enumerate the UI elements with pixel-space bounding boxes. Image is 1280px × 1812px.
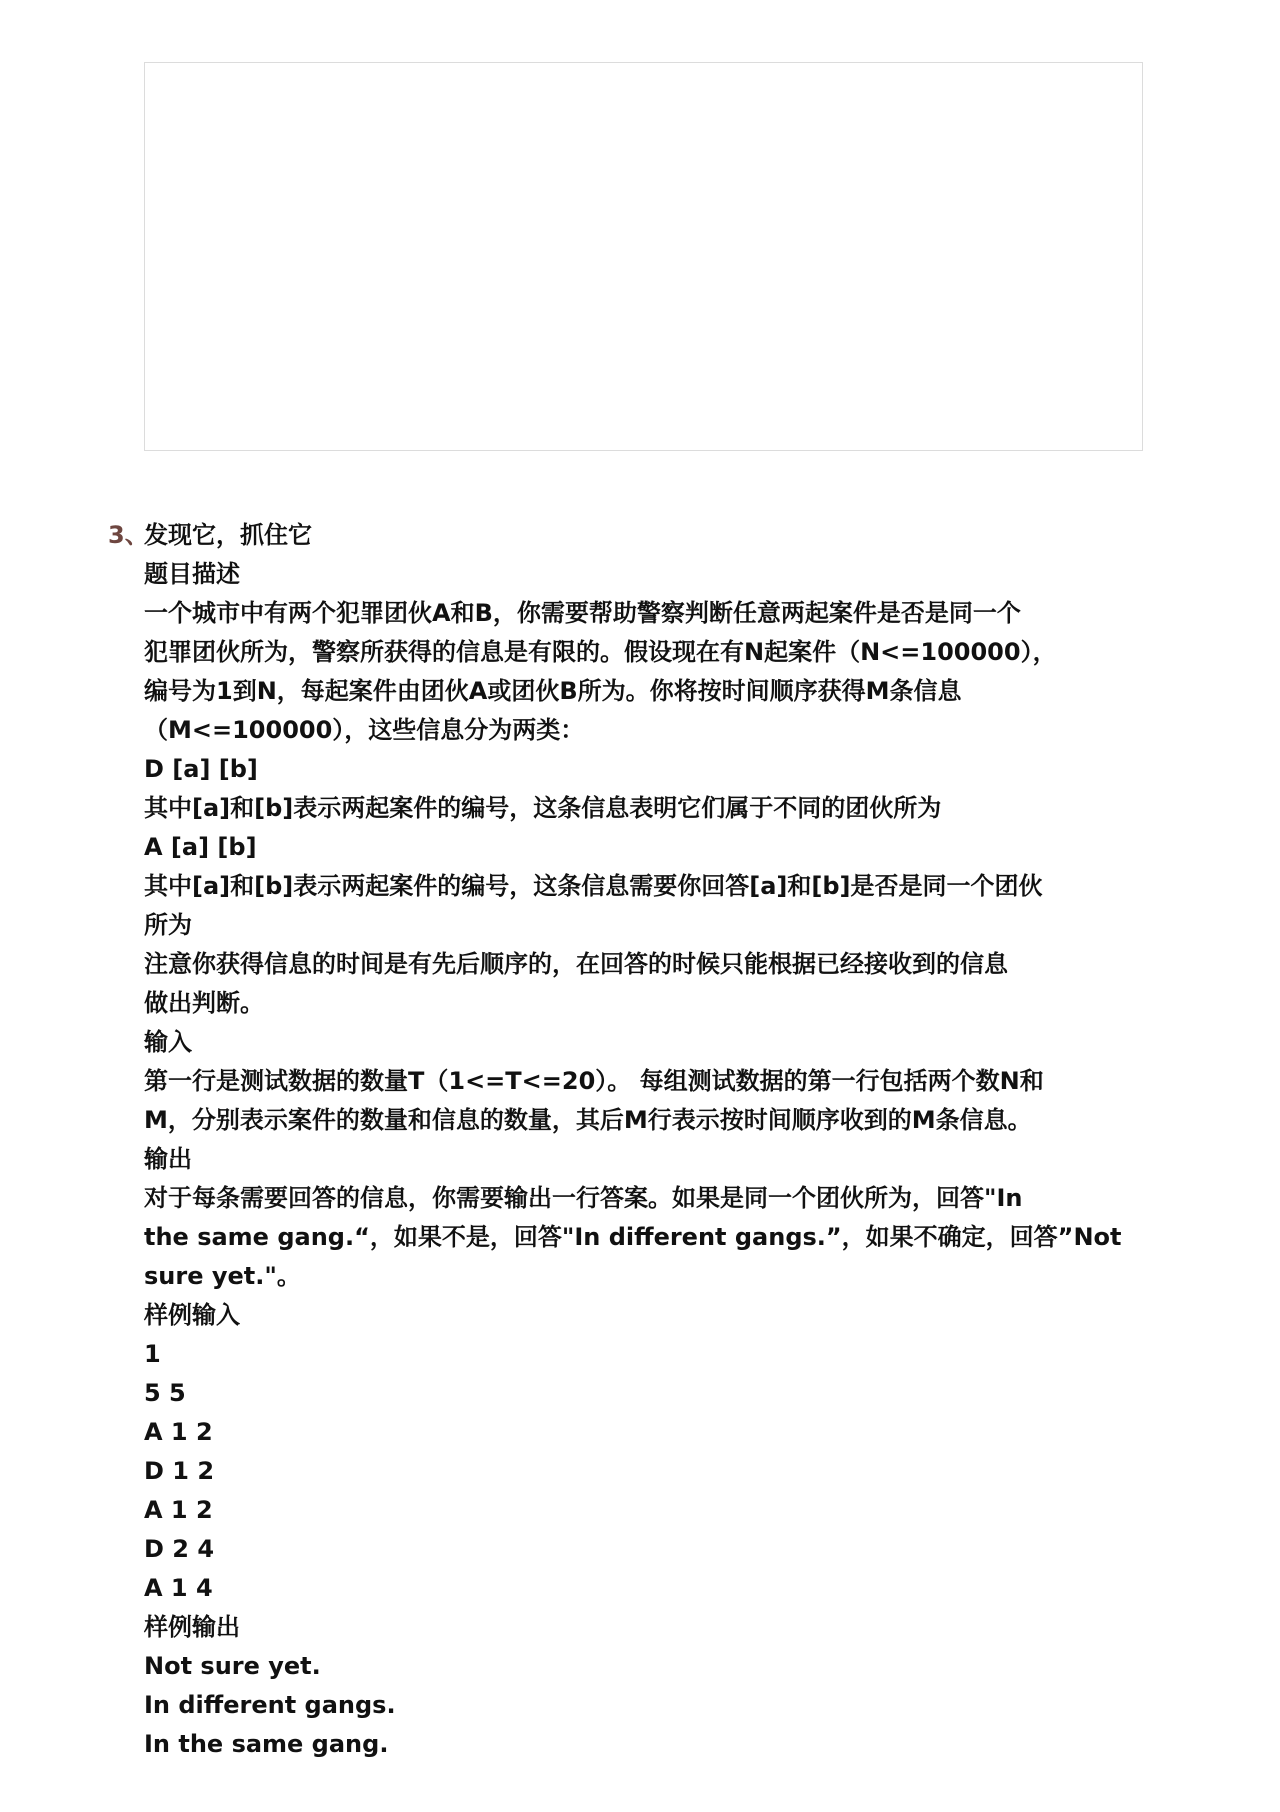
output-line: the same gang.“，如果不是，回答"In different gangs.”，如果不确定，回答”Not: [144, 1223, 1122, 1251]
sample-input-line: D 2 4: [144, 1535, 215, 1563]
output-line: sure yet."。: [144, 1262, 301, 1290]
problem-body: [144, 555, 1144, 1764]
sample-output-line: In different gangs.: [144, 1691, 396, 1719]
description-line: 其中[a]和[b]表示两起案件的编号，这条信息需要你回答[a]和[b]是否是同一个团伙: [144, 872, 1043, 900]
problem-title: 发现它，抓住它: [144, 521, 312, 549]
input-line: 第一行是测试数据的数量T（1<=T<=20）。 每组测试数据的第一行包括两个数N和: [144, 1067, 1044, 1095]
image-placeholder-frame: [144, 62, 1143, 451]
section-label-sample-output: 样例输出: [144, 1613, 240, 1641]
description-line: 编号为1到N，每起案件由团伙A或团伙B所为。你将按时间顺序获得M条信息: [144, 677, 962, 705]
section-label-description: 题目描述: [144, 560, 240, 588]
problem-number: 3、: [108, 521, 149, 549]
output-line: 对于每条需要回答的信息，你需要输出一行答案。如果是同一个团伙所为，回答"In: [144, 1184, 1023, 1212]
description-line: 做出判断。: [144, 989, 264, 1017]
description-line: （M<=100000），这些信息分为两类：: [144, 716, 585, 744]
sample-input-line: A 1 2: [144, 1418, 213, 1446]
sample-input-line: A 1 4: [144, 1574, 213, 1602]
problem-heading: [108, 516, 1168, 555]
description-line: 犯罪团伙所为，警察所获得的信息是有限的。假设现在有N起案件（N<=100000），: [144, 638, 1057, 666]
sample-input-line: A 1 2: [144, 1496, 213, 1524]
description-line: 注意你获得信息的时间是有先后顺序的，在回答的时候只能根据已经接收到的信息: [144, 950, 1008, 978]
format-line-a: A [a] [b]: [144, 833, 257, 861]
sample-output-line: In the same gang.: [144, 1730, 389, 1758]
format-line-d: D [a] [b]: [144, 755, 258, 783]
sample-input-line: D 1 2: [144, 1457, 215, 1485]
section-label-input: 输入: [144, 1028, 192, 1056]
section-label-output: 输出: [144, 1145, 192, 1173]
problem-section: [108, 516, 1168, 1764]
description-line: 其中[a]和[b]表示两起案件的编号，这条信息表明它们属于不同的团伙所为: [144, 794, 942, 822]
section-label-sample-input: 样例输入: [144, 1301, 240, 1329]
input-line: M，分别表示案件的数量和信息的数量，其后M行表示按时间顺序收到的M条信息。: [144, 1106, 1032, 1134]
sample-input-line: 5 5: [144, 1379, 186, 1407]
description-line: 所为: [144, 911, 192, 939]
sample-input-line: 1: [144, 1340, 161, 1368]
sample-output-line: Not sure yet.: [144, 1652, 321, 1680]
description-line: 一个城市中有两个犯罪团伙A和B，你需要帮助警察判断任意两起案件是否是同一个: [144, 599, 1021, 627]
